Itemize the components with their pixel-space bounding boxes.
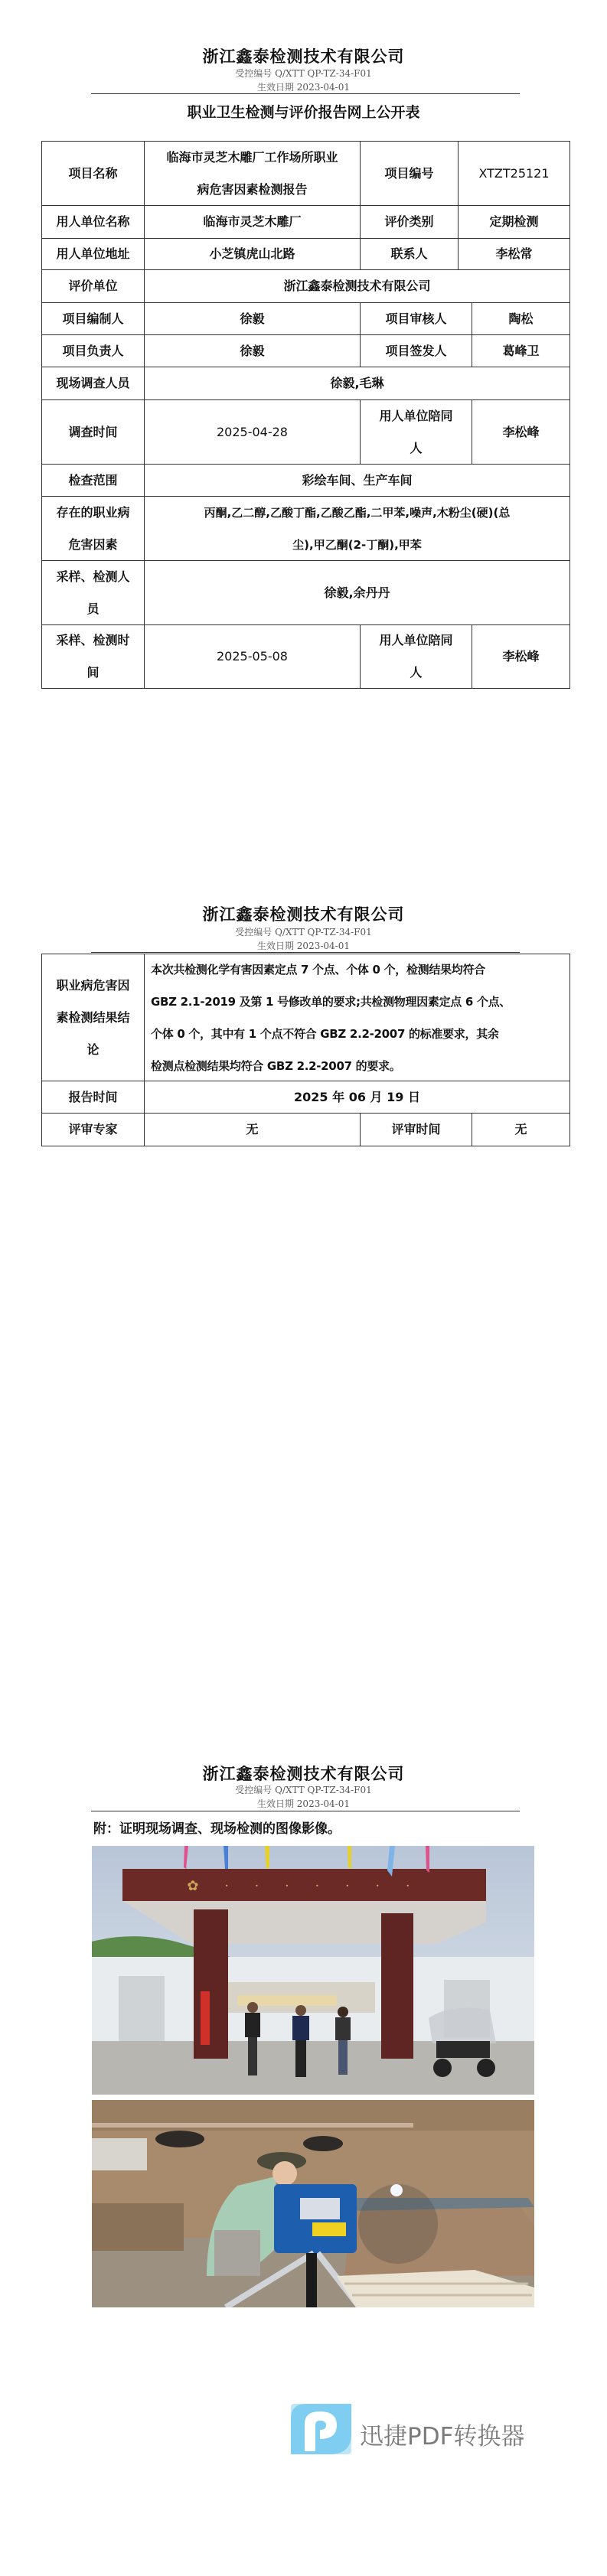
report-table	[41, 141, 570, 689]
table-row	[42, 270, 570, 303]
project-name-line: 临海市灵芝木雕厂工作场所职业	[166, 149, 338, 165]
label-line: 采样、检测人	[56, 569, 130, 584]
label-line: 人	[410, 665, 423, 680]
conclusion-line: 本次共检测化学有害因素定点 7 个点、个体 0 个，检测结果均符合	[151, 962, 485, 977]
label-line: 危害因素	[68, 536, 118, 552]
control-number: 受控编号 Q/XTT QP-TZ-34-F01	[235, 68, 372, 79]
project-name-line: 病危害因素检测报告	[197, 181, 308, 197]
cell-label: 用人单位地址	[42, 239, 145, 269]
cell-label	[361, 625, 472, 688]
cell-surveyors: 徐毅,毛琳	[145, 367, 570, 399]
cell-issuer: 葛峰卫	[472, 335, 570, 367]
conclusion-line: GBZ 2.1-2019 及第 1 号修改单的要求;共检测物理因素定点 6 个点、	[151, 994, 511, 1009]
cell-label	[42, 561, 145, 624]
page-title: 职业卫生检测与评价报告网上公开表	[187, 104, 420, 121]
cell-label: 调查时间	[42, 400, 145, 464]
table-row	[42, 367, 570, 400]
cell-label: 项目审核人	[361, 303, 472, 334]
cell-label: 项目编号	[361, 142, 459, 205]
table-row	[42, 1081, 570, 1114]
cell-label: 用人单位名称	[42, 206, 145, 238]
company-name: 浙江鑫泰检测技术有限公司	[202, 1765, 405, 1783]
table-row	[42, 561, 570, 625]
cell-address: 小芝镇虎山北路	[145, 239, 361, 269]
table-row	[42, 954, 570, 1081]
cell-sampling-time: 2025-05-08	[145, 625, 361, 688]
watermark-text: 迅捷PDF转换器	[360, 2423, 525, 2450]
header-divider	[91, 93, 520, 94]
cell-review-time: 无	[472, 1114, 570, 1146]
conclusion-table	[41, 954, 570, 1146]
label-line: 职业病危害因	[56, 977, 130, 993]
cell-label: 报告时间	[42, 1081, 145, 1113]
cell-label	[42, 625, 145, 688]
cell-contact: 李松常	[459, 239, 570, 269]
cell-conclusion	[145, 954, 570, 1081]
cell-label: 联系人	[361, 239, 459, 269]
cell-label	[42, 954, 145, 1081]
label-line: 人	[410, 440, 423, 455]
cell-employer: 临海市灵芝木雕厂	[145, 206, 361, 238]
label-line: 采样、检测时	[56, 633, 130, 647]
cell-label: 项目负责人	[42, 335, 145, 367]
cell-label: 评审时间	[361, 1114, 472, 1146]
label-line: 存在的职业病	[56, 504, 130, 520]
cell-label: 评价类别	[361, 206, 459, 238]
label-line: 间	[86, 665, 100, 680]
cell-label: 检查范围	[42, 465, 145, 496]
cell-eval-type: 定期检测	[459, 206, 570, 238]
label-line: 用人单位陪同	[379, 633, 453, 647]
control-number: 受控编号 Q/XTT QP-TZ-34-F01	[235, 927, 372, 937]
label-line: 论	[86, 1042, 100, 1057]
cell-survey-escort: 李松峰	[472, 400, 570, 464]
hazards-line: 丙酮,乙二醇,乙酸丁酯,乙酸乙酯,二甲苯,噪声,木粉尘(硬)(总	[204, 505, 511, 520]
cell-label: 项目签发人	[361, 335, 472, 367]
cell-eval-unit: 浙江鑫泰检测技术有限公司	[145, 270, 570, 302]
cell-expert: 无	[145, 1114, 361, 1146]
cell-label	[361, 400, 472, 464]
cell-samplers: 徐毅,余丹丹	[145, 561, 570, 624]
cell-label: 项目名称	[42, 142, 145, 205]
conclusion-line: 检测点检测结果均符合 GBZ 2.2-2007 的要求。	[151, 1058, 401, 1073]
hazards-line: 尘),甲乙酮(2-丁酮),甲苯	[292, 537, 422, 552]
table-row	[42, 335, 570, 367]
table-row	[42, 142, 570, 206]
cell-label	[42, 497, 145, 560]
cell-label: 评价单位	[42, 270, 145, 302]
table-row	[42, 1114, 570, 1146]
cell-project-name	[145, 142, 361, 205]
cell-project-no: XTZT25121	[459, 142, 570, 205]
effective-date: 生效日期 2023-04-01	[256, 82, 350, 93]
table-row	[42, 497, 570, 561]
cell-reviewer: 陶松	[472, 303, 570, 334]
photo-factory-gate	[92, 1846, 534, 2095]
table-row	[42, 400, 570, 465]
conclusion-line: 个体 0 个，其中有 1 个点不符合 GBZ 2.2-2007 的标准要求，其余	[151, 1026, 499, 1041]
svg-text:✿ · · · · · · ·: ✿ · · · · · · ·	[187, 1878, 421, 1894]
effective-date: 生效日期 2023-04-01	[256, 1798, 350, 1809]
cell-leader: 徐毅	[145, 335, 361, 367]
table-row	[42, 465, 570, 497]
label-line: 用人单位陪同	[379, 408, 453, 423]
table-row	[42, 303, 570, 335]
company-name: 浙江鑫泰检测技术有限公司	[202, 905, 405, 924]
label-line: 素检测结果结	[56, 1009, 130, 1025]
photo-onsite-testing	[92, 2100, 534, 2307]
table-row	[42, 625, 570, 689]
cell-sampling-escort: 李松峰	[472, 625, 570, 688]
cell-compiler: 徐毅	[145, 303, 361, 334]
cell-label: 评审专家	[42, 1114, 145, 1146]
cell-scope: 彩绘车间、生产车间	[145, 465, 570, 496]
cell-label: 项目编制人	[42, 303, 145, 334]
label-line: 员	[86, 601, 100, 616]
pdf-converter-logo-icon	[291, 2404, 351, 2454]
table-row	[42, 206, 570, 239]
cell-report-time: 2025 年 06 月 19 日	[145, 1081, 570, 1113]
cell-hazards	[145, 497, 570, 560]
cell-label: 现场调查人员	[42, 367, 145, 399]
control-number: 受控编号 Q/XTT QP-TZ-34-F01	[235, 1785, 372, 1795]
effective-date: 生效日期 2023-04-01	[256, 941, 350, 951]
appendix-caption: 附：证明现场调查、现场检测的图像影像。	[93, 1821, 341, 1837]
cell-survey-time: 2025-04-28	[145, 400, 361, 464]
table-row	[42, 239, 570, 270]
company-name: 浙江鑫泰检测技术有限公司	[202, 47, 405, 66]
